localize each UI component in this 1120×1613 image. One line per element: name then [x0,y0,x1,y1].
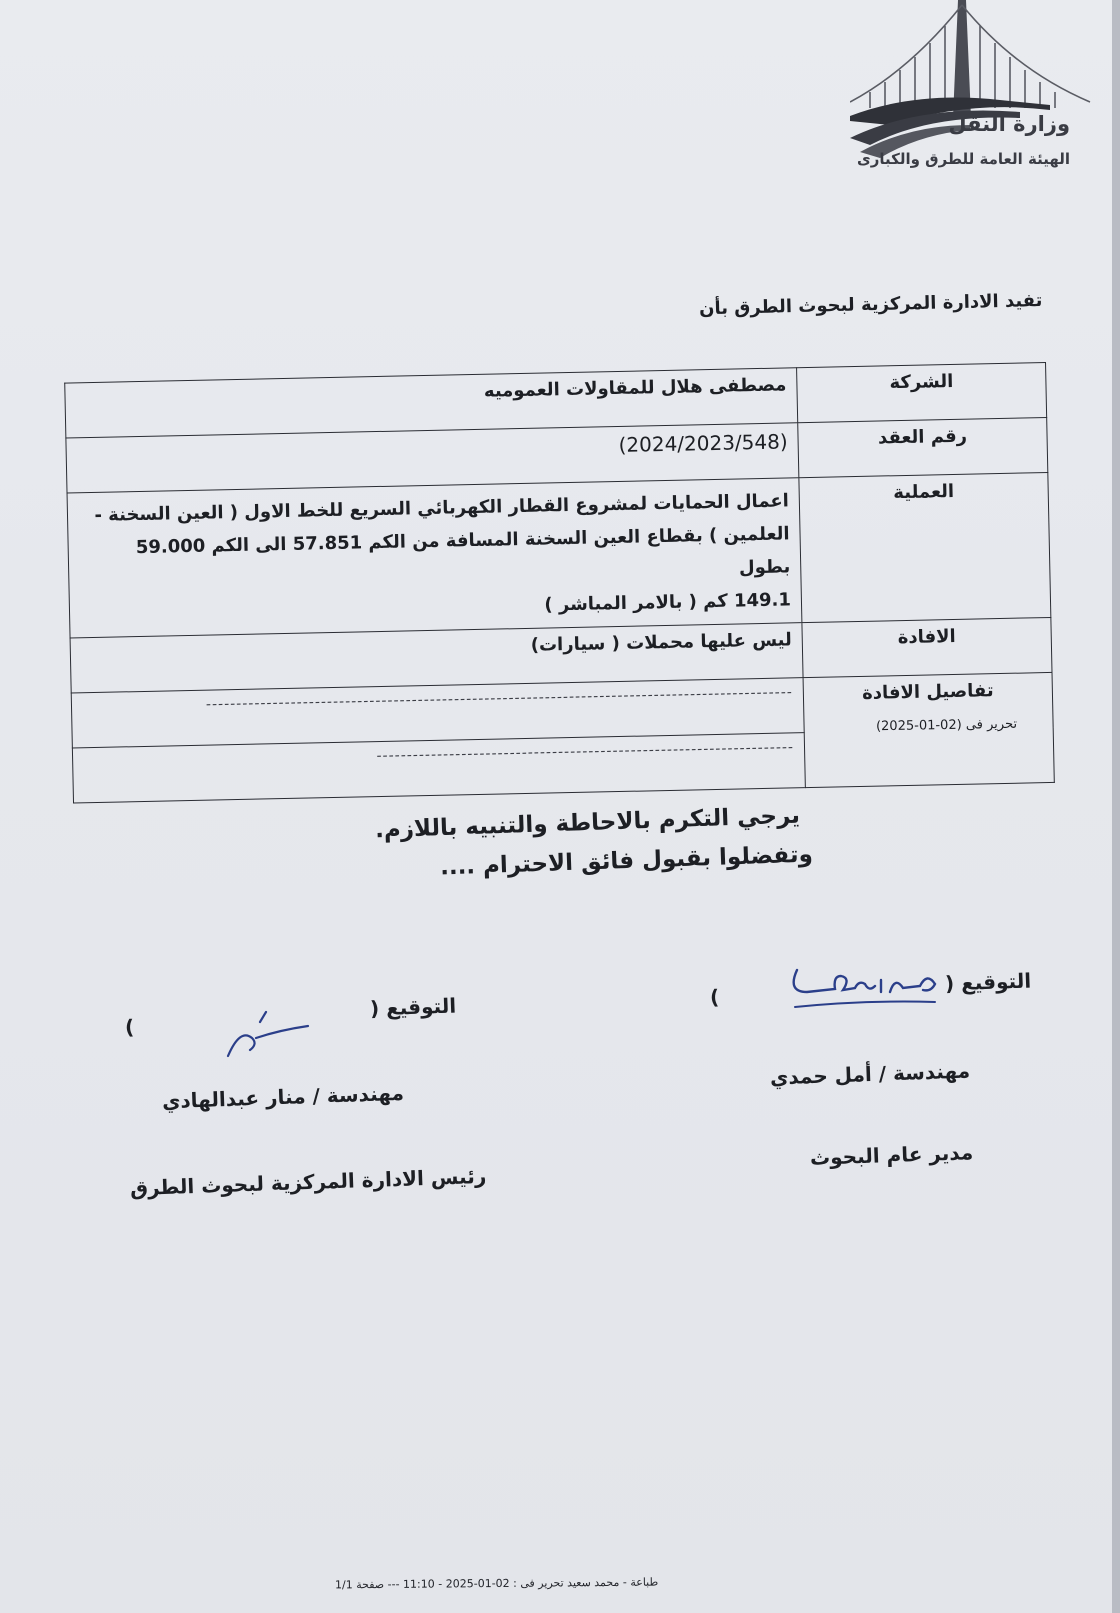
certificate-label: الافادة [802,617,1052,677]
closing-regards: وتفضلوا بقبول فائق الاحترام .... [439,841,814,881]
table-row [67,472,1051,638]
left-signature-close-paren: ) [124,1014,135,1040]
print-footer: طباعة - محمد سعيد تحرير فى : 02-01-2025 - 11:10 --- صفحة 1/1 [334,1575,659,1592]
details-label: تفاصيل الافادة [803,672,1054,787]
left-signer-title: رئيس الادارة المركزية لبحوث الطرق [129,1163,487,1201]
issue-date: تحرير فى (02-01-2025) [875,716,1018,735]
operation-label: العملية [799,472,1051,622]
ministry-name: وزارة النقل [948,112,1070,136]
right-signer-title: مدير عام البحوث [809,1140,974,1170]
intro-statement: تفيد الادارة المركزية لبحوث الطرق بأن [698,290,1043,320]
right-handwritten-signature [785,962,955,1022]
info-table [64,362,1055,803]
company-value: مصطفى هلال للمقاولات العموميه [65,368,798,438]
dashed-line-2: --------------------------------------------------------------------- [376,739,795,765]
left-signature-label: التوقيع ( [369,993,457,1021]
right-signer-name: مهندسة / أمل حمدي [769,1058,971,1090]
operation-line-2: العلمين ) بقطاع العين السخنة المسافة من الكم 57.851 الى الكم 59.000 بطول [135,523,791,579]
certificate-value: ليس عليها محملات ( سيارات) [70,623,803,693]
company-label: الشركة [797,363,1047,423]
left-handwritten-signature [220,1008,320,1063]
operation-value [67,478,802,638]
contract-label: رقم العقد [798,417,1048,477]
right-signature-label: التوقيع ( [944,968,1032,996]
operation-line-1: اعمال الحمايات لمشروع القطار الكهربائي السريع للخط الاول ( العين السخنة - [94,490,790,526]
left-signer-name: مهندسة / منار عبدالهادي [161,1080,405,1114]
authority-name: الهيئة العامة للطرق والكبارى [856,150,1070,168]
dashed-line: ------------------------------------------------------------------------------------------------- [205,684,794,713]
operation-line-3: 149.1 كم ( بالامر المباشر ) [544,589,792,616]
contract-number: (2024/2023/548) [618,429,788,457]
right-signature-close-paren: ) [709,984,720,1010]
page-edge [1112,0,1120,1613]
closing-request: يرجي التكرم بالاحاطة والتنبيه باللازم. [374,802,801,844]
ministry-logo [850,0,1100,185]
